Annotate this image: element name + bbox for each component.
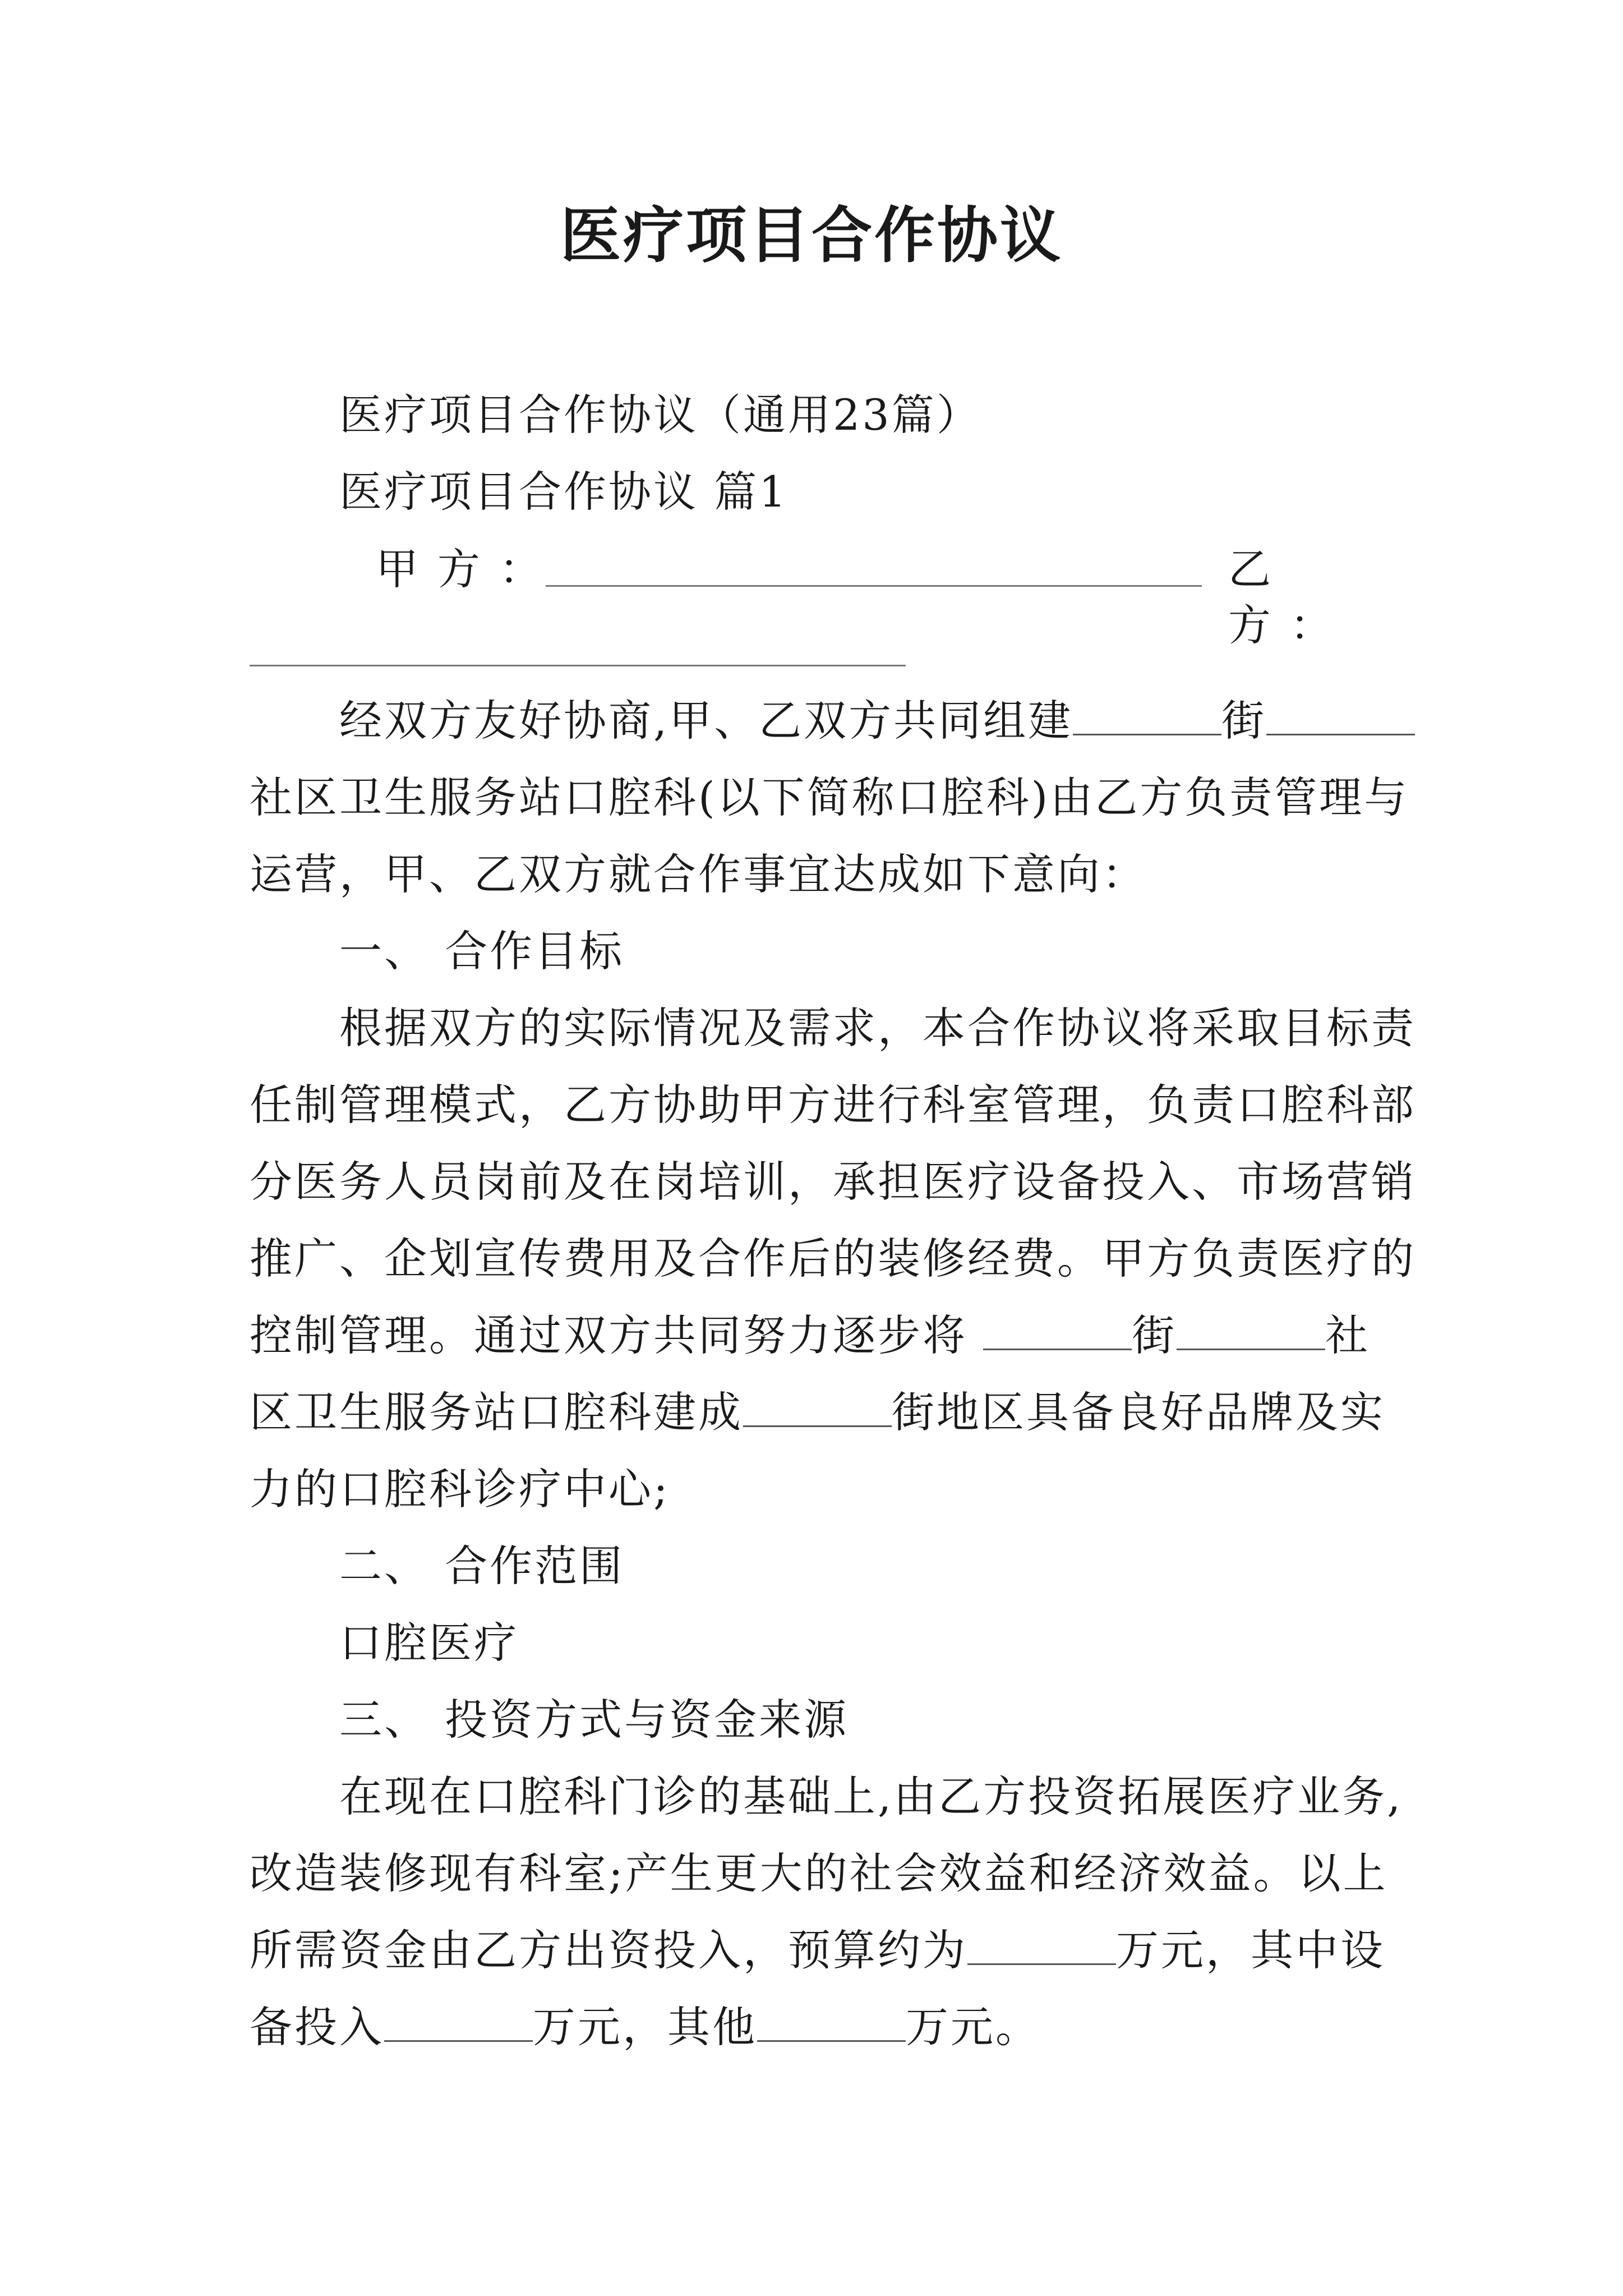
text-run: 万元，其他	[533, 2002, 757, 2052]
party-line	[250, 541, 1394, 650]
text-run: 街	[1221, 696, 1267, 746]
party-b-blank	[250, 665, 906, 666]
fill-blank	[1266, 700, 1415, 735]
paragraph-line: 改造装修现有科室;产生更大的社会效益和经济效益。以上	[250, 1848, 1388, 1898]
fill-blank	[384, 2007, 533, 2042]
paragraph-line: 推广、企划宣传费用及合作后的装修经费。甲方负责医疗的	[250, 1234, 1416, 1283]
section-heading: 一、 合作目标	[339, 926, 625, 976]
fill-blank	[983, 1315, 1132, 1350]
party-a-label: 甲方：	[376, 544, 561, 594]
party-b-label: 乙方：	[1228, 544, 1352, 650]
text-run: 所需资金由乙方出资投入，预算约为	[250, 1925, 967, 1975]
fill-blank	[967, 1930, 1116, 1965]
paragraph-line: 运营，甲、乙双方就合作事宜达成如下意向：	[250, 849, 1147, 899]
document-title: 医疗项目合作协议	[560, 200, 1063, 271]
text-run: 街地区具备良好品牌及实	[892, 1387, 1385, 1437]
paragraph-line	[250, 1922, 1394, 1978]
paragraph-line	[250, 1999, 1394, 2055]
paragraph-line: 在现在口腔科门诊的基础上,由乙方投资拓展医疗业务,	[339, 1772, 1403, 1821]
paragraph-line	[250, 1384, 1394, 1441]
section-heading: 三、 投资方式与资金来源	[339, 1695, 849, 1745]
section-heading: 二、 合作范围	[339, 1541, 625, 1591]
paragraph-line: 分医务人员岗前及在岗培训，承担医疗设备投入、市场营销	[250, 1157, 1416, 1207]
chapter-heading: 医疗项目合作协议 篇1	[339, 467, 789, 517]
paragraph-line: 根据双方的实际情况及需求，本合作协议将采取目标责	[339, 1003, 1416, 1053]
fill-blank	[743, 1392, 892, 1427]
paragraph-line	[339, 693, 1394, 749]
text-run: 万元。	[906, 2002, 1040, 2052]
text-run: 备投入	[250, 2002, 384, 2052]
paragraph-line	[250, 1308, 1394, 1364]
document-subtitle: 医疗项目合作协议（通用23篇）	[339, 390, 981, 440]
text-run: 社	[1325, 1310, 1371, 1360]
party-a-blank	[546, 585, 1202, 587]
fill-blank	[757, 2007, 906, 2042]
text-run: 区卫生服务站口腔科建成	[250, 1387, 743, 1437]
text-run: 控制管理。通过双方共同努力逐步将	[250, 1310, 984, 1360]
fill-blank	[1073, 700, 1221, 735]
text-run: 街	[1132, 1310, 1177, 1360]
paragraph-line: 社区卫生服务站口腔科(以下简称口腔科)由乙方负责管理与	[250, 772, 1409, 822]
section-body: 口腔医疗	[339, 1618, 519, 1668]
paragraph-line: 任制管理模式，乙方协助甲方进行科室管理，负责口腔科部	[250, 1080, 1416, 1130]
paragraph-line: 力的口腔科诊疗中心;	[250, 1464, 670, 1514]
fill-blank	[1177, 1315, 1325, 1350]
text-run: 万元，其中设	[1116, 1925, 1385, 1975]
text-run: 经双方友好协商,甲、乙双方共同组建	[339, 696, 1073, 746]
